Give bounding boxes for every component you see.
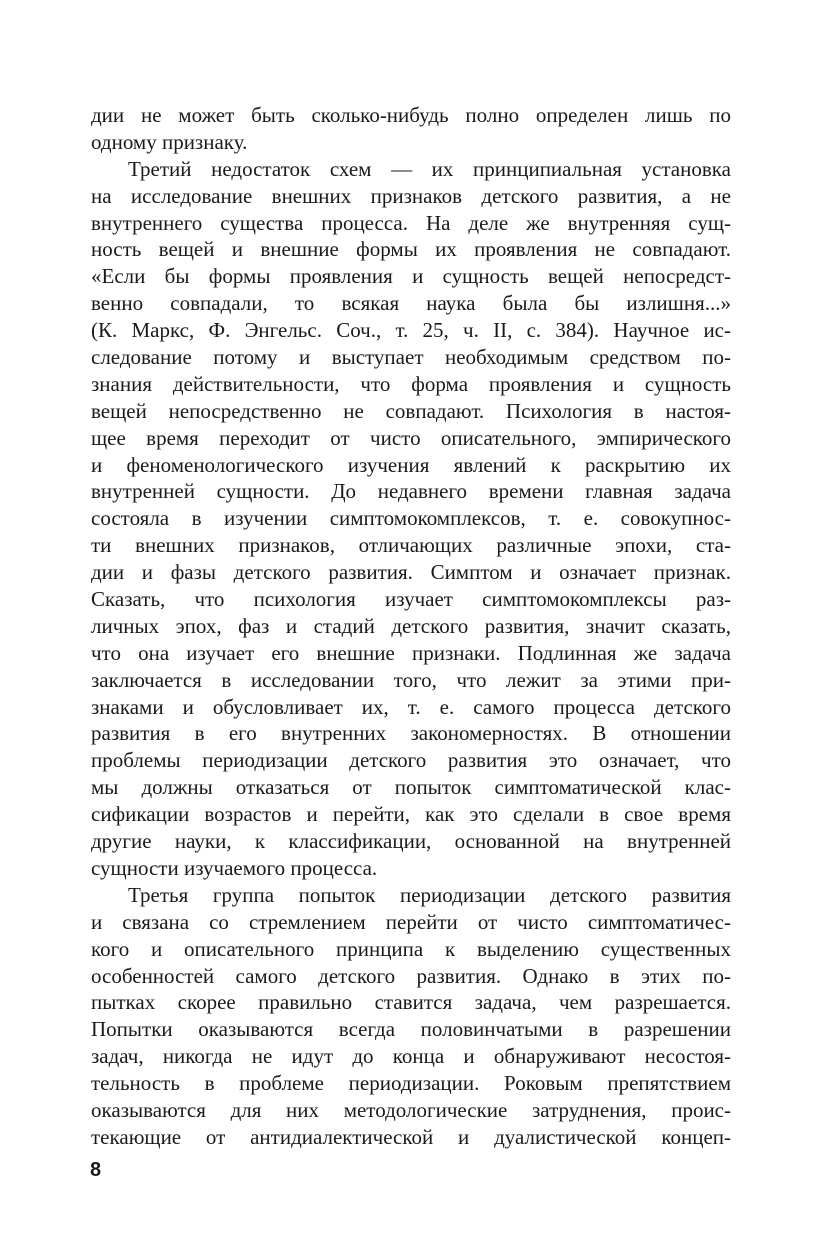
text-line: дии и фазы детского развития. Симптом и означает признак. [91,560,731,585]
text-line: следование потому и выступает необходимым средством по- [91,345,731,370]
text-line: (К. Маркс, Ф. Энгельс. Соч., т. 25, ч. II, с. 384). Научное ис- [91,318,731,343]
text-line: знаками и обусловливает их, т. е. самого процесса детского [91,694,731,719]
text-line: сификации возрастов и перейти, как это сделали в свое время [91,802,731,827]
text-line: знания действительности, что форма проявления и сущность [91,371,731,396]
text-line: «Если бы формы проявления и сущность вещей непосредст- [91,264,731,289]
text-line: дии не может быть сколько-нибудь полно определен лишь по [91,103,731,127]
text-line: ти внешних признаков, отличающих различные эпохи, ста- [91,533,731,558]
paragraph [91,102,731,156]
text-line: внутренней сущности. До недавнего времени главная задача [91,479,731,504]
text-line: сущности изучаемого процесса. [91,855,378,880]
text-line: оказываются для них методологические затруднения, проис- [91,1097,731,1122]
text-line: мы должны отказаться от попыток симптоматической клас- [91,775,731,800]
text-line: другие науки, к классификации, основанной на внутренней [91,829,731,854]
text-line: внутреннего существа процесса. На деле же внутренняя сущ- [91,210,731,235]
text-line: Сказать, что психология изучает симптомокомплексы раз- [91,587,731,612]
text-line: Попытки оказываются всегда половинчатыми в разрешении [91,1017,731,1042]
text-line: щее время переходит от чисто описательного, эмпирического [91,425,731,450]
page-number: 8 [90,1159,102,1181]
text-line: вещей непосредственно не совпадают. Психология в настоя- [91,398,731,423]
text-line: что она изучает его внешние признаки. Подлинная же задача [91,640,731,665]
text-line: кого и описательного принципа к выделению существенных [91,936,731,961]
text-line: состояла в изучении симптомокомплексов, т. е. совокупнос- [91,506,731,531]
text-line: пытках скорее правильно ставится задача, чем разрешается. [91,990,731,1015]
text-line: проблемы периодизации детского развития это означает, что [91,748,731,773]
text-line: и феноменологического изучения явлений к раскрытию их [91,452,731,477]
text-line: заключается в исследовании того, что лежит за этими при- [91,667,731,692]
text-line: развития в его внутренних закономерностях. В отношении [91,721,731,746]
text-line: личных эпох, фаз и стадий детского развития, значит сказать, [91,613,731,638]
text-line: на исследование внешних признаков детского развития, а не [91,183,731,208]
text-line: Третья группа попыток периодизации детского развития [128,882,731,907]
text-line: ность вещей и внешние формы их проявления не совпадают. [91,237,731,262]
text-line: особенностей самого детского развития. Однако в этих по- [91,963,731,988]
text-line: задач, никогда не идут до конца и обнаруживают несостоя- [91,1044,731,1069]
text-line: венно совпадали, то всякая наука была бы излишня...» [91,291,731,316]
text-line: текающие от антидиалектической и дуалистической концеп- [91,1124,731,1149]
text-line: и связана со стремлением перейти от чисто симптоматичес- [91,909,731,934]
text-line: тельность в проблеме периодизации. Роковым препятствием [91,1071,731,1096]
paragraph [91,882,731,1151]
text-line: Третий недостаток схем — их принципиальная установка [128,156,731,181]
body-text [91,102,731,1151]
text-line: одному признаку. [91,129,248,154]
paragraph [91,156,731,882]
